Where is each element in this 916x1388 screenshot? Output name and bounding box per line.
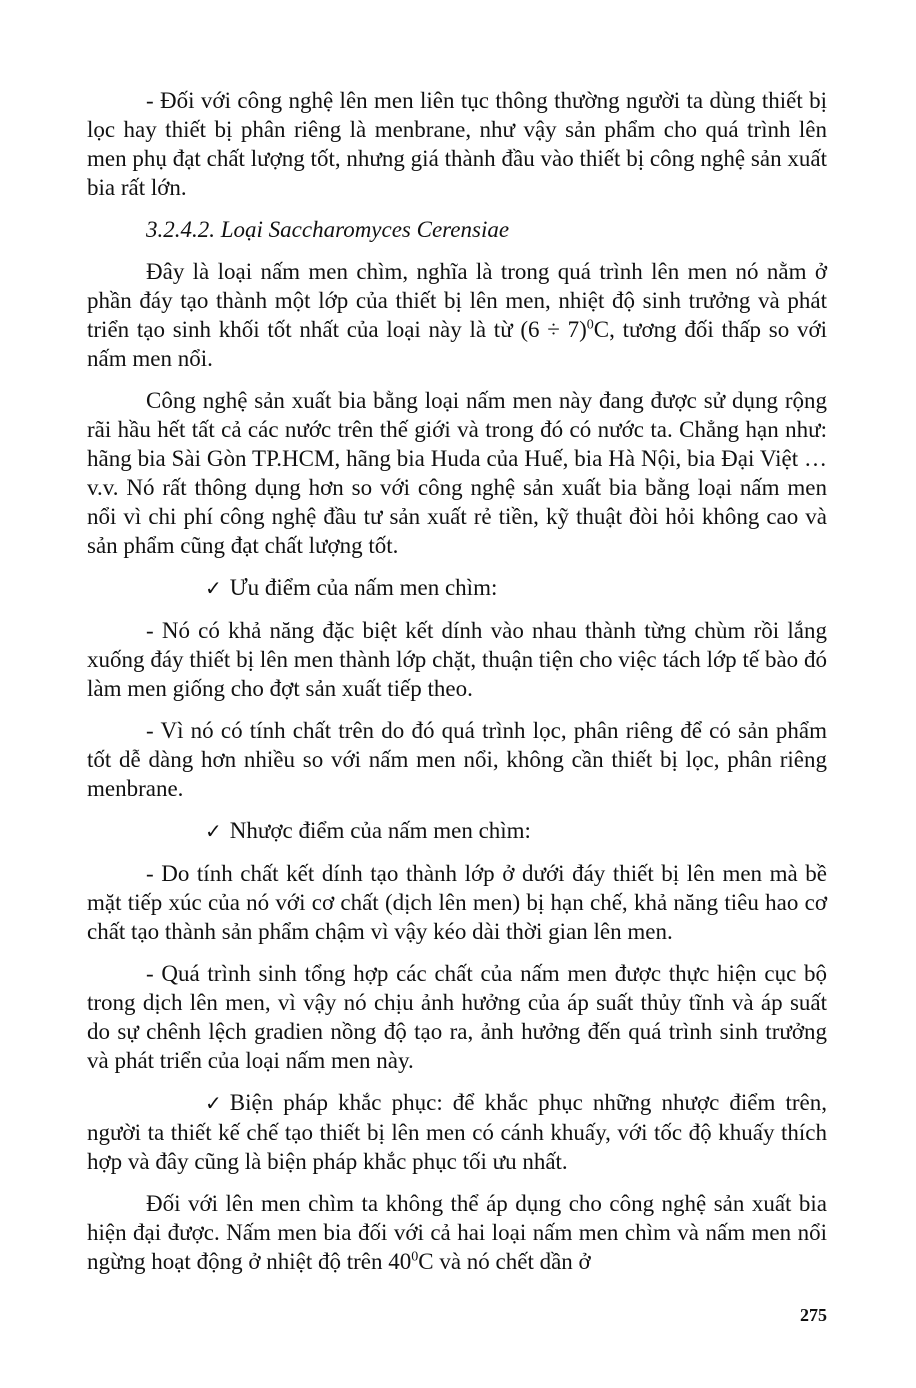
disadvantages-heading-text: Nhược điểm của nấm men chìm: [229, 818, 531, 843]
paragraph-modern-brewing-text: Đối với lên men chìm ta không thể áp dụng cho công nghệ sản xuất bia hiện đại được. Nấm men bia đối với cả hai loại nấm men chìm và nấm men nổi ngừng hoạt động ở nhiệt độ trên 40 [87, 1191, 827, 1274]
degree-superscript: 0 [586, 317, 594, 333]
body-text [87, 86, 827, 1289]
paragraph-bottom-yeast [87, 257, 827, 373]
advantages-heading [87, 573, 827, 603]
disadvantages-heading [87, 816, 827, 846]
page-number: 275 [800, 1305, 827, 1325]
paragraph-continuous-fermentation: - Đối với công nghệ lên men liên tục thông thường người ta dùng thiết bị lọc hay thiết bị phân riêng là menbrane, như vậy sản phẩm cho quá trình lên men phụ đạt chất lượng tốt, nhưng giá thành đầu vào thiết bị công nghệ sản xuất bia rất lớn. [87, 88, 827, 200]
checkmark-icon: ✓ [205, 1091, 222, 1115]
section-heading: 3.2.4.2. Loại Saccharomyces Cerensiae [146, 217, 510, 242]
remedy-text: Biện pháp khắc phục: để khắc phục những nhược điểm trên, người ta thiết kế chế tạo thiết bị lên men có cánh khuấy, với tốc độ khuấy thích hợp và đây cũng là biện pháp khắc phục tối ưu nhất. [87, 1090, 827, 1174]
paragraph-bottom-yeast-text: Đây là loại nấm men chìm, nghĩa là trong quá trình lên men nó nằm ở phần đáy tạo thành một lớp của thiết bị lên men, nhiệt độ sinh trưởng và phát triển tạo sinh khối tốt nhất của loại này là từ (6 ÷ 7) [87, 259, 827, 342]
paragraph-modern-brewing [87, 1189, 827, 1276]
remedy-paragraph [87, 1088, 827, 1176]
paragraph-technology-usage: Công nghệ sản xuất bia bằng loại nấm men này đang được sử dụng rộng rãi hầu hết tất cả các nước trên thế giới và trong đó có nước ta. Chẳng hạn như: hãng bia Sài Gòn TP.HCM, hãng bia Huda của Huế, bia Hà Nội, bia Đại Việt …v.v. Nó rất thông dụng hơn so với công nghệ sản xuất bia bằng loại nấm men nổi vì chi phí công nghệ đầu tư sản xuất rẻ tiền, kỹ thuật đòi hỏi không cao và sản phẩm cũng đạt chất lượng tốt. [87, 388, 827, 558]
paragraph-modern-brewing-text-end: C và nó chết dần ở [418, 1249, 591, 1274]
disadvantage-item-2: - Quá trình sinh tổng hợp các chất của nấm men được thực hiện cục bộ trong dịch lên men, vì vậy nó chịu ảnh hưởng của áp suất thủy tĩnh và áp suất do sự chênh lệch gradien nồng độ tạo ra, ảnh hưởng đến quá trình sinh trưởng và phát triển của loại nấm men này. [87, 961, 827, 1073]
advantage-item-2: - Vì nó có tính chất trên do đó quá trình lọc, phân riêng để có sản phẩm tốt dễ dàng hơn nhiều so với nấm men nổi, không cần thiết bị lọc, phân riêng menbrane. [87, 718, 827, 801]
checkmark-icon: ✓ [205, 576, 222, 600]
checkmark-icon: ✓ [205, 819, 222, 843]
paragraph-bottom-yeast-text-end: C, tương đối thấp so với nấm men nổi. [87, 317, 827, 371]
disadvantage-item-1: - Do tính chất kết dính tạo thành lớp ở dưới đáy thiết bị lên men mà bề mặt tiếp xúc của nó với cơ chất (dịch lên men) bị hạn chế, khả năng tiêu hao cơ chất tạo thành sản phẩm chậm vì vậy kéo dài thời gian lên men. [87, 861, 827, 944]
degree-superscript: 0 [411, 1249, 419, 1265]
advantages-heading-text: Ưu điểm của nấm men chìm: [229, 575, 498, 600]
advantage-item-1: - Nó có khả năng đặc biệt kết dính vào nhau thành từng chùm rồi lắng xuống đáy thiết bị lên men thành lớp chặt, thuận tiện cho việc tách lớp tế bào đó làm men giống cho đợt sản xuất tiếp theo. [87, 618, 827, 701]
